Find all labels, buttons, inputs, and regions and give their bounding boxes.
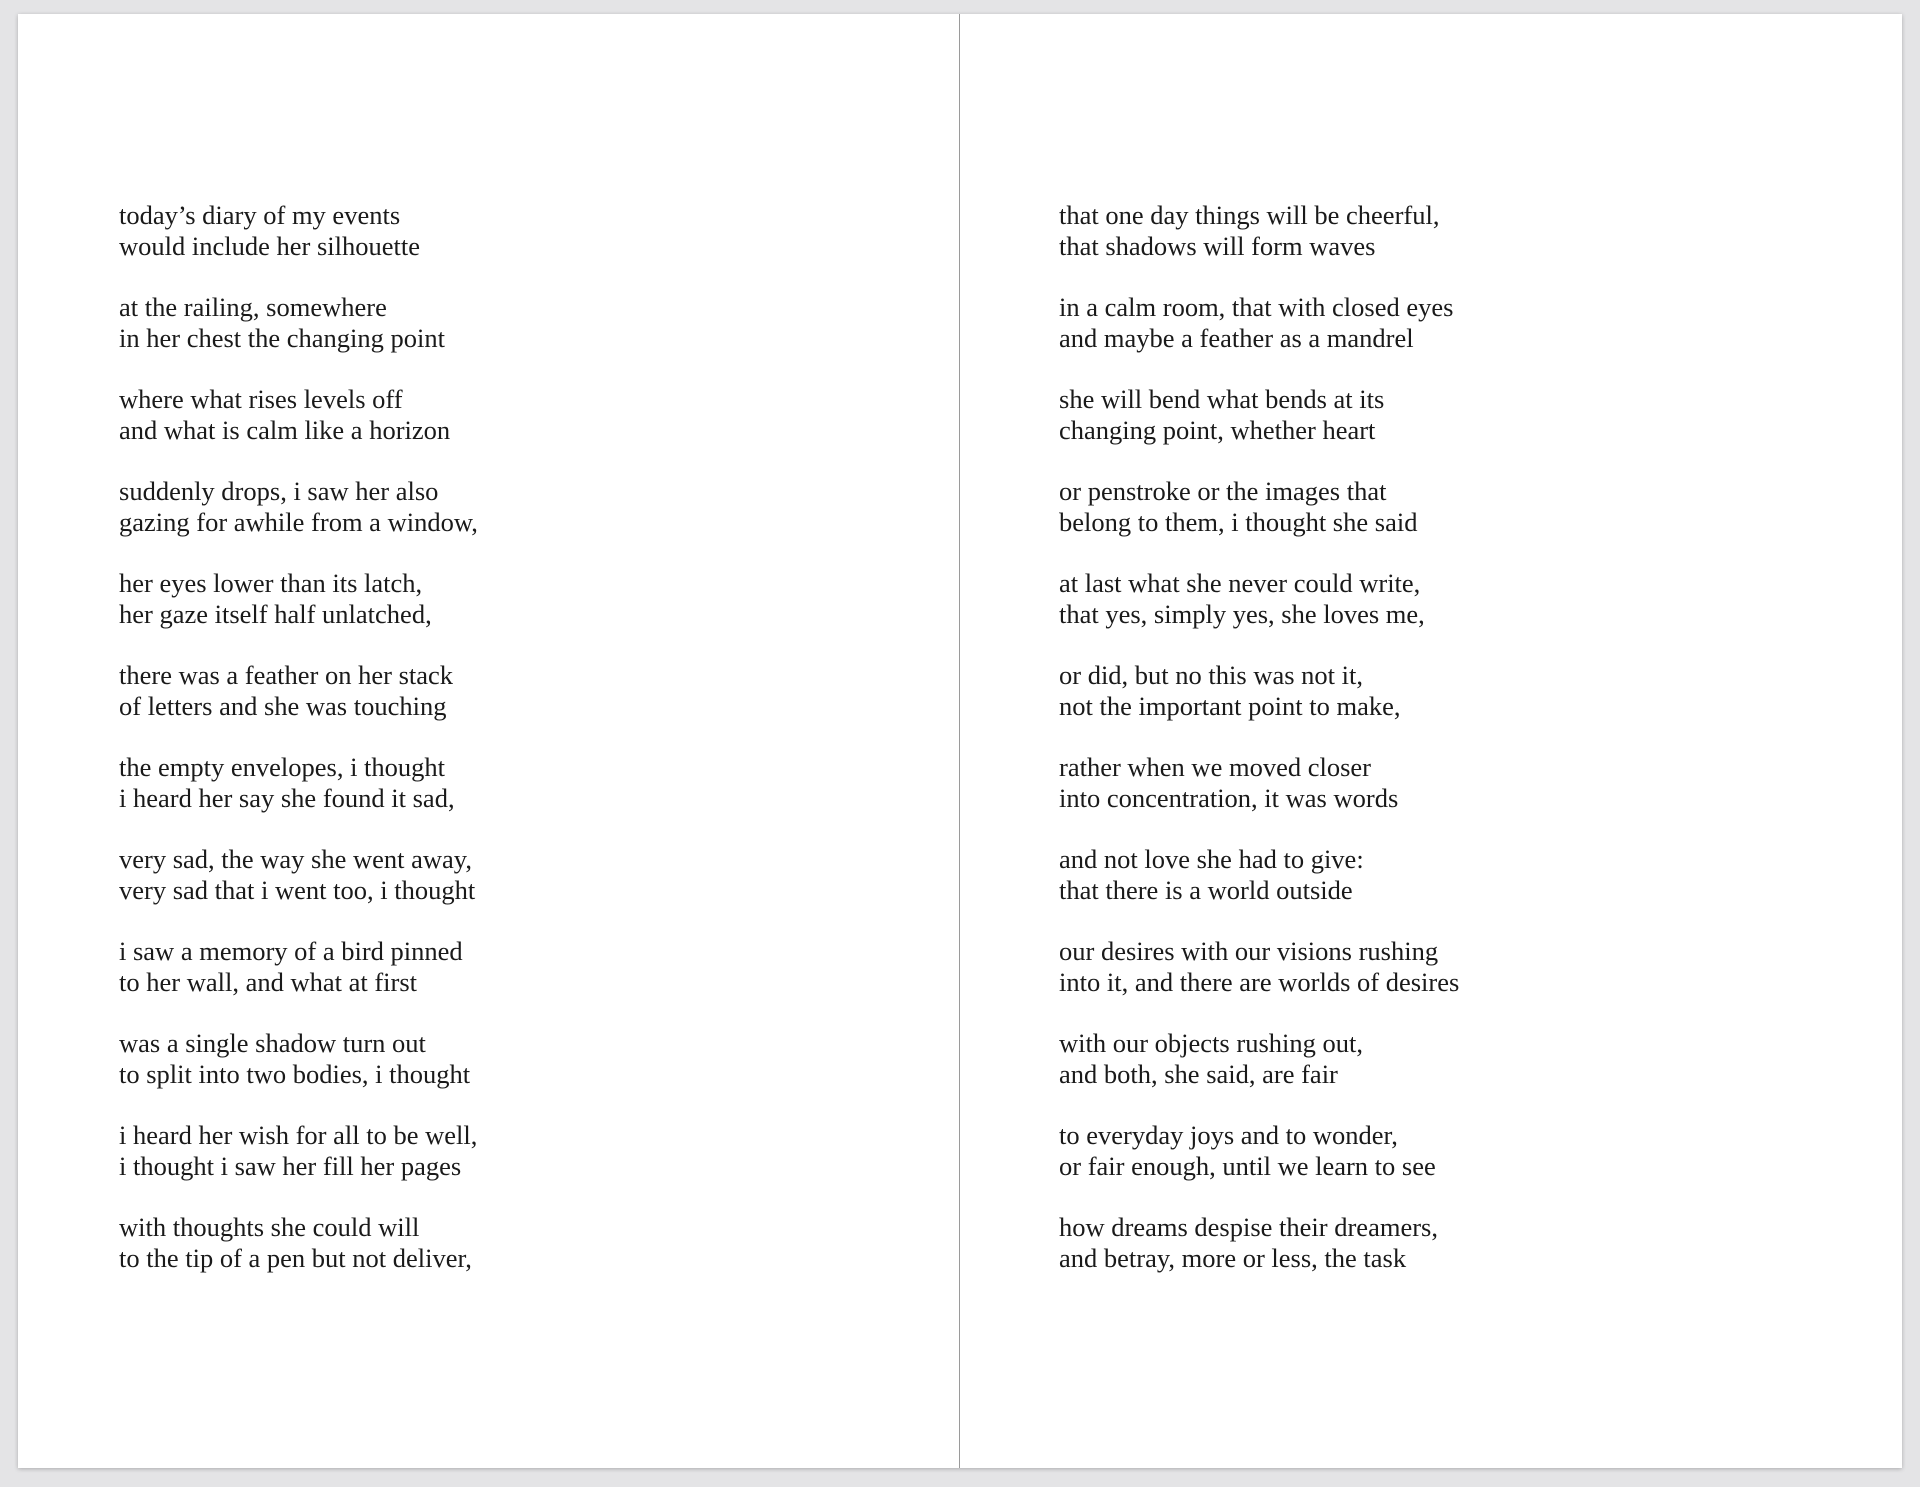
poem-line: that shadows will form waves — [1059, 231, 1376, 261]
stanza — [1059, 1120, 1459, 1182]
stanza — [1059, 292, 1459, 354]
poem-line: belong to them, i thought she said — [1059, 507, 1418, 537]
stanza — [119, 1120, 478, 1182]
stanza — [1059, 752, 1459, 814]
poem-line: at last what she never could write, — [1059, 568, 1421, 598]
poem-line: with our objects rushing out, — [1059, 1028, 1363, 1058]
poem-line: not the important point to make, — [1059, 691, 1401, 721]
poem-line: her eyes lower than its latch, — [119, 568, 423, 598]
stanza — [1059, 936, 1459, 998]
poem-line: to the tip of a pen but not deliver, — [119, 1243, 472, 1273]
poem-line: there was a feather on her stack — [119, 660, 454, 690]
poem-line: or fair enough, until we learn to see — [1059, 1151, 1436, 1181]
poem-line: at the railing, somewhere — [119, 292, 387, 322]
poem-line: was a single shadow turn out — [119, 1028, 426, 1058]
poem-line: and maybe a feather as a mandrel — [1059, 323, 1414, 353]
poem-line: to split into two bodies, i thought — [119, 1059, 471, 1089]
poem-line: very sad, the way she went away, — [119, 844, 472, 874]
stanza — [1059, 660, 1459, 722]
poem-line: i heard her wish for all to be well, — [119, 1120, 478, 1150]
right-poem — [1059, 200, 1459, 1304]
poem-line: very sad that i went too, i thought — [119, 875, 476, 905]
stanza — [1059, 844, 1459, 906]
poem-line: our desires with our visions rushing — [1059, 936, 1439, 966]
stanza — [119, 936, 478, 998]
poem-line: or did, but no this was not it, — [1059, 660, 1364, 690]
stanza — [119, 844, 478, 906]
poem-line: i thought i saw her fill her pages — [119, 1151, 462, 1181]
poem-line: she will bend what bends at its — [1059, 384, 1385, 414]
left-page — [18, 14, 960, 1468]
stanza — [119, 1212, 478, 1274]
poem-line: in a calm room, that with closed eyes — [1059, 292, 1454, 322]
poem-line: suddenly drops, i saw her also — [119, 476, 439, 506]
stanza — [119, 660, 478, 722]
poem-line: to everyday joys and to wonder, — [1059, 1120, 1398, 1150]
poem-line: i saw a memory of a bird pinned — [119, 936, 463, 966]
stanza — [119, 384, 478, 446]
book-spread — [18, 14, 1902, 1468]
poem-line: her gaze itself half unlatched, — [119, 599, 432, 629]
poem-line: that yes, simply yes, she loves me, — [1059, 599, 1425, 629]
poem-line: how dreams despise their dreamers, — [1059, 1212, 1438, 1242]
poem-line: in her chest the changing point — [119, 323, 446, 353]
stanza — [1059, 476, 1459, 538]
stanza — [119, 292, 478, 354]
stanza — [1059, 1028, 1459, 1090]
stanza — [119, 1028, 478, 1090]
poem-line: would include her silhouette — [119, 231, 420, 261]
poem-line: of letters and she was touching — [119, 691, 447, 721]
stanza — [119, 200, 478, 262]
poem-line: changing point, whether heart — [1059, 415, 1376, 445]
poem-line: rather when we moved closer — [1059, 752, 1371, 782]
poem-line: that there is a world outside — [1059, 875, 1353, 905]
left-poem — [119, 200, 478, 1304]
poem-line: with thoughts she could will — [119, 1212, 420, 1242]
poem-line: i heard her say she found it sad, — [119, 783, 455, 813]
poem-line: to her wall, and what at first — [119, 967, 418, 997]
stanza — [119, 568, 478, 630]
poem-line: where what rises levels off — [119, 384, 403, 414]
right-page — [960, 14, 1902, 1468]
stanza — [1059, 200, 1459, 262]
stanza — [1059, 1212, 1459, 1274]
poem-line: the empty envelopes, i thought — [119, 752, 446, 782]
poem-line: into it, and there are worlds of desires — [1059, 967, 1460, 997]
stanza — [1059, 384, 1459, 446]
poem-line: into concentration, it was words — [1059, 783, 1399, 813]
poem-line: gazing for awhile from a window, — [119, 507, 478, 537]
stanza — [119, 476, 478, 538]
poem-line: that one day things will be cheerful, — [1059, 200, 1440, 230]
stanza — [119, 752, 478, 814]
poem-line: and what is calm like a horizon — [119, 415, 451, 445]
poem-line: and betray, more or less, the task — [1059, 1243, 1407, 1273]
poem-line: or penstroke or the images that — [1059, 476, 1387, 506]
stanza — [1059, 568, 1459, 630]
poem-line: and both, she said, are fair — [1059, 1059, 1338, 1089]
poem-line: and not love she had to give: — [1059, 844, 1364, 874]
poem-line: today’s diary of my events — [119, 200, 401, 230]
